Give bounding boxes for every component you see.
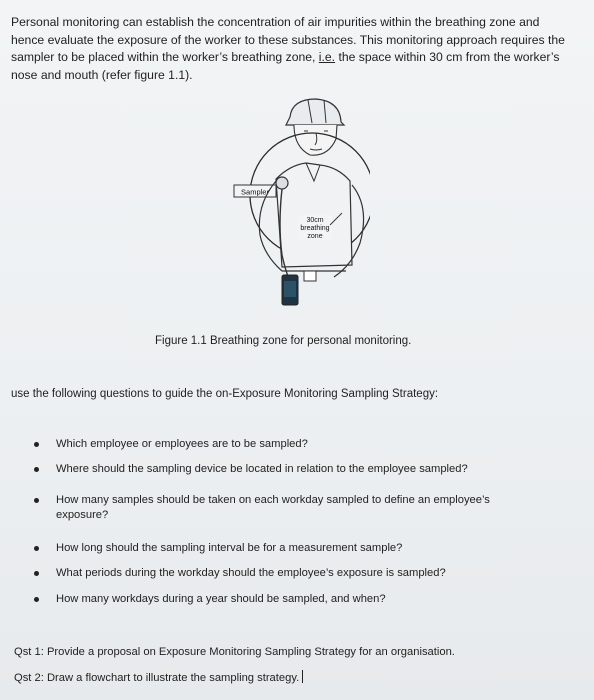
ie-abbreviation: i.e.: [318, 50, 336, 64]
text-cursor: [302, 670, 303, 683]
list-item: Which employee or employees are to be sampled?: [56, 437, 526, 452]
list-item: What periods during the workday should the employee’s exposure is sampled?: [56, 566, 526, 581]
question-1: Qst 1: Provide a proposal on Exposure Monitoring Sampling Strategy for an organisation.: [14, 646, 455, 658]
guide-text: use the following questions to guide the on-Exposure Monitoring Sampling Strategy:: [11, 388, 439, 400]
figure-caption: Figure 1.1 Breathing zone for personal monitoring.: [155, 335, 412, 347]
breathing-zone-illustration: [220, 95, 370, 323]
bullet-icon: [34, 442, 39, 447]
intro-text-2: the space within 30 cm from the worker’s nose and mouth (refer figure 1.1).: [11, 50, 560, 82]
zone-label-line2: breathing: [300, 225, 330, 232]
question-2[interactable]: Qst 2: Draw a flowchart to illustrate the sampling strategy.: [14, 670, 303, 684]
zone-label-line3: zone: [307, 233, 323, 240]
bullet-icon: [34, 597, 39, 602]
bullet-icon: [34, 571, 39, 576]
list-item: How long should the sampling interval be for a measurement sample?: [56, 541, 526, 556]
intro-paragraph: [11, 14, 576, 84]
zone-label-line1: 30cm: [306, 217, 324, 224]
bullet-icon: [34, 498, 39, 503]
list-item: How many samples should be taken on each workday sampled to define an employee’s exposure?: [56, 493, 526, 522]
list-item: How many workdays during a year should be sampled, and when?: [56, 592, 526, 607]
intro-text-1: Personal monitoring can establish the concentration of air impurities within the breathing zone and hence evaluate the exposure of the worker to these substances. This monitoring approach requires the sampler to be placed within the worker’s breathing zone,: [11, 15, 565, 64]
bullet-icon: [34, 467, 39, 472]
sampler-label: Sampler: [241, 187, 269, 197]
bullet-icon: [34, 546, 39, 551]
list-item: Where should the sampling device be located in relation to the employee sampled?: [56, 462, 526, 477]
